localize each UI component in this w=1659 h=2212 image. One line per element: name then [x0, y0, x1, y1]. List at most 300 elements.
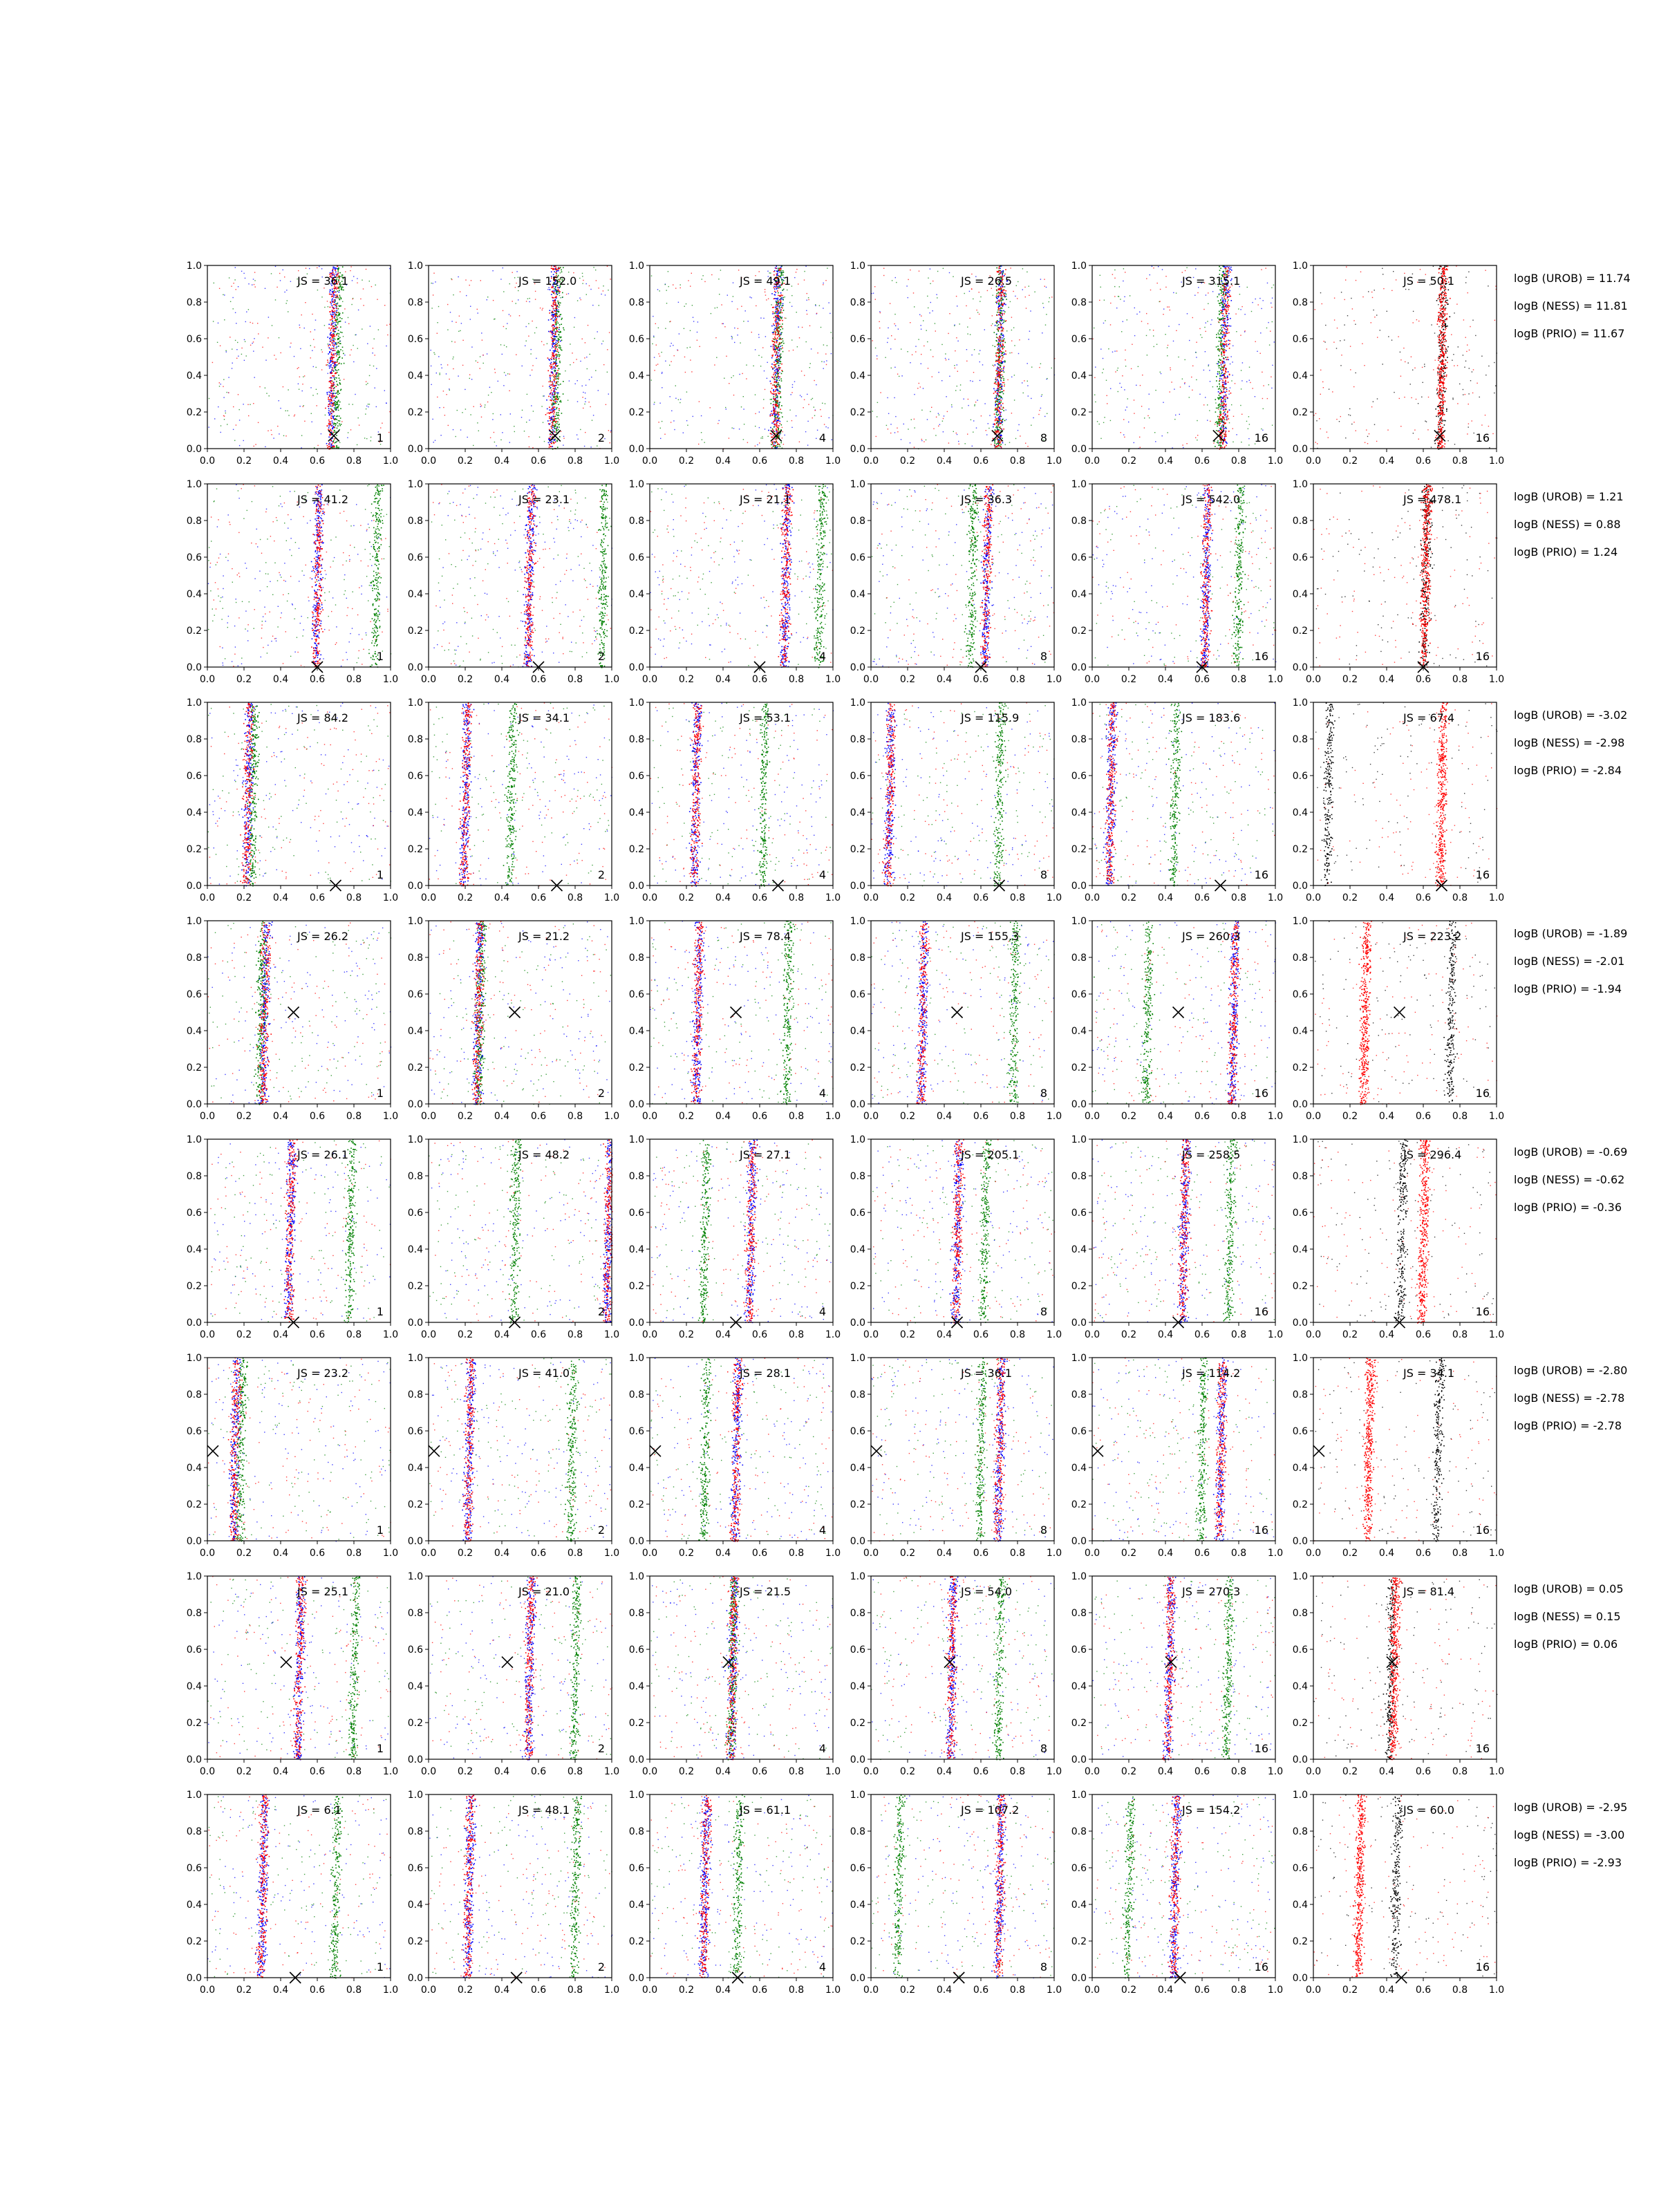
point	[329, 396, 330, 397]
point	[773, 307, 774, 308]
point	[554, 338, 556, 339]
y-tick-label: 1.0	[629, 261, 644, 272]
point	[808, 297, 809, 298]
point	[552, 417, 553, 418]
point	[782, 431, 783, 432]
point	[314, 346, 315, 347]
point	[276, 287, 277, 288]
point	[553, 362, 554, 363]
point	[998, 418, 1000, 420]
point	[812, 398, 813, 399]
point	[921, 440, 922, 441]
point	[1027, 363, 1028, 364]
point	[554, 355, 555, 357]
point	[330, 307, 331, 308]
point	[338, 420, 339, 422]
point	[554, 345, 556, 346]
point	[779, 330, 780, 332]
point	[257, 323, 258, 324]
point	[554, 297, 556, 299]
point	[1002, 371, 1003, 372]
point	[504, 345, 505, 346]
point	[763, 408, 764, 409]
point	[331, 377, 332, 379]
point	[776, 415, 777, 416]
point	[996, 303, 997, 304]
point	[561, 413, 563, 414]
point	[1002, 290, 1003, 291]
point	[1001, 351, 1002, 353]
point	[994, 440, 995, 441]
point	[997, 371, 999, 373]
point	[776, 430, 778, 431]
point	[558, 312, 559, 313]
point	[781, 332, 782, 333]
point	[997, 415, 998, 416]
point	[550, 418, 552, 419]
point	[1002, 299, 1004, 301]
point	[1000, 409, 1002, 410]
point	[1003, 352, 1004, 353]
point	[507, 373, 508, 374]
point	[1000, 366, 1002, 367]
point	[779, 368, 780, 370]
point	[1000, 308, 1002, 310]
point	[554, 411, 555, 412]
point	[551, 441, 552, 442]
point	[554, 329, 555, 330]
point	[774, 398, 775, 400]
point	[776, 342, 778, 344]
point	[826, 360, 827, 361]
point	[997, 337, 999, 339]
point	[515, 287, 516, 288]
point	[995, 346, 996, 348]
point	[556, 311, 558, 312]
point	[1000, 319, 1001, 320]
axes-frame	[429, 265, 612, 449]
point	[1000, 369, 1001, 371]
point	[557, 310, 559, 312]
point	[777, 355, 778, 357]
point	[380, 427, 381, 428]
point	[998, 309, 1000, 310]
point	[558, 338, 559, 339]
point	[911, 419, 912, 420]
point	[561, 349, 562, 350]
point	[298, 367, 299, 368]
point	[556, 428, 557, 429]
point	[254, 280, 255, 281]
panel-r1-c2	[408, 261, 619, 467]
point	[554, 334, 556, 335]
point	[780, 353, 782, 355]
point	[1002, 409, 1003, 410]
point	[776, 445, 777, 447]
point	[1049, 297, 1050, 298]
point	[521, 417, 522, 418]
point	[332, 344, 334, 346]
point	[545, 414, 547, 415]
point	[327, 364, 328, 365]
point	[548, 442, 550, 444]
point	[310, 345, 311, 346]
point	[330, 415, 332, 417]
point	[778, 405, 780, 406]
point	[333, 384, 335, 385]
point	[333, 355, 335, 356]
point	[547, 357, 549, 359]
point	[775, 292, 776, 293]
point	[556, 268, 557, 269]
point	[457, 410, 458, 411]
point	[741, 306, 742, 307]
point	[775, 439, 776, 440]
point	[333, 388, 335, 390]
point	[737, 308, 738, 309]
y-tick-label: 0.8	[408, 297, 423, 308]
point	[340, 326, 341, 328]
point	[437, 322, 438, 323]
point	[774, 379, 776, 380]
point	[690, 359, 691, 360]
point	[998, 368, 1000, 370]
point	[970, 334, 971, 335]
point	[999, 395, 1000, 397]
y-tick-label: 0.0	[408, 444, 423, 455]
point	[1004, 382, 1005, 384]
point	[1005, 269, 1006, 270]
point	[776, 265, 777, 267]
point	[510, 413, 511, 414]
point	[774, 396, 775, 397]
point	[552, 434, 553, 435]
point	[335, 310, 336, 312]
point	[554, 420, 555, 421]
point	[999, 377, 1000, 379]
point	[556, 432, 557, 433]
point	[316, 389, 317, 390]
point	[778, 300, 779, 301]
point	[776, 366, 777, 368]
point	[657, 289, 658, 290]
point	[556, 342, 557, 344]
point	[997, 298, 998, 299]
point	[774, 317, 775, 319]
point	[335, 297, 337, 298]
point	[771, 437, 772, 438]
point	[997, 373, 999, 374]
point	[791, 427, 792, 428]
point	[334, 447, 335, 448]
point	[480, 280, 481, 281]
point	[757, 444, 758, 445]
point	[552, 412, 553, 413]
point	[551, 362, 552, 364]
point	[998, 312, 1000, 313]
point	[995, 364, 996, 366]
point	[997, 402, 999, 403]
point	[1002, 438, 1003, 439]
point	[330, 311, 331, 312]
point	[332, 310, 333, 311]
point	[1003, 345, 1004, 346]
point	[332, 270, 334, 272]
point	[775, 386, 776, 388]
point	[551, 418, 552, 419]
point	[586, 283, 587, 284]
point	[796, 269, 797, 270]
point	[1000, 350, 1002, 352]
point	[563, 267, 564, 268]
point	[337, 271, 339, 272]
point	[558, 352, 559, 353]
point	[773, 333, 774, 335]
point	[241, 271, 242, 272]
point	[894, 314, 895, 315]
point	[554, 351, 555, 353]
point	[1022, 268, 1023, 269]
point	[231, 286, 232, 287]
point	[1000, 436, 1001, 438]
point	[336, 404, 337, 406]
point	[509, 283, 510, 284]
x-tick-label: 0.4	[273, 456, 288, 467]
point	[808, 299, 809, 300]
point	[1002, 323, 1004, 324]
point	[585, 385, 586, 386]
point	[775, 418, 776, 420]
point	[327, 445, 328, 447]
point	[329, 352, 330, 353]
point	[331, 385, 332, 386]
point	[779, 418, 780, 419]
point	[552, 341, 553, 342]
point	[659, 403, 660, 404]
point	[335, 397, 337, 399]
point	[330, 325, 332, 326]
point	[781, 413, 782, 414]
point	[335, 315, 336, 317]
y-tick-label: 0.6	[850, 334, 865, 345]
point	[690, 330, 691, 331]
point	[995, 391, 997, 393]
point	[779, 272, 780, 273]
point	[553, 368, 554, 369]
point	[1003, 393, 1004, 395]
point	[330, 372, 331, 373]
point	[447, 364, 448, 365]
point	[559, 436, 561, 438]
point	[554, 266, 556, 268]
point	[772, 307, 774, 308]
point	[328, 406, 330, 407]
point	[556, 324, 557, 326]
point	[778, 407, 780, 409]
point	[556, 272, 557, 274]
point	[336, 348, 337, 349]
point	[544, 395, 545, 396]
point	[549, 312, 550, 314]
point	[336, 288, 337, 290]
point	[992, 365, 993, 366]
point	[503, 291, 504, 292]
point	[224, 294, 225, 295]
point	[1006, 294, 1007, 295]
point	[779, 412, 780, 413]
point	[330, 377, 331, 379]
point	[791, 306, 792, 307]
point	[332, 363, 334, 364]
point	[284, 276, 285, 277]
point	[697, 321, 698, 322]
point	[1004, 297, 1006, 298]
point	[340, 349, 341, 350]
point	[329, 442, 330, 444]
point	[335, 350, 336, 351]
point	[1003, 335, 1004, 336]
point	[556, 441, 558, 442]
point	[559, 268, 560, 269]
point	[559, 368, 560, 369]
point	[999, 301, 1000, 302]
point	[554, 302, 556, 303]
point	[995, 427, 997, 429]
point	[332, 291, 333, 292]
point	[776, 424, 778, 426]
point	[553, 355, 554, 356]
point	[1004, 320, 1005, 321]
point	[339, 377, 340, 379]
point	[553, 315, 554, 316]
point	[328, 328, 330, 329]
point	[1004, 354, 1005, 355]
point	[332, 427, 333, 428]
point	[336, 353, 337, 355]
y-tick-label: 0.8	[629, 297, 644, 308]
point	[554, 409, 555, 410]
point	[997, 424, 999, 426]
point	[309, 268, 310, 269]
point	[1001, 368, 1002, 370]
point	[776, 319, 777, 321]
point	[774, 431, 776, 433]
point	[338, 357, 339, 359]
point	[335, 324, 336, 326]
point	[449, 390, 450, 391]
point	[551, 268, 552, 269]
point	[997, 379, 998, 380]
point	[1002, 306, 1004, 307]
point	[914, 306, 915, 307]
point	[334, 431, 335, 433]
point	[1046, 287, 1047, 288]
point	[1005, 304, 1006, 306]
point	[551, 294, 552, 295]
point	[271, 273, 272, 274]
point	[552, 329, 554, 330]
y-tick-label: 0.4	[187, 371, 202, 382]
point	[1043, 307, 1044, 308]
point	[550, 377, 551, 379]
point	[552, 429, 554, 431]
point	[779, 402, 780, 403]
point	[557, 355, 559, 356]
point	[333, 424, 335, 425]
point	[235, 267, 236, 268]
point	[1000, 342, 1002, 344]
point	[339, 306, 340, 307]
point	[660, 428, 661, 429]
point	[776, 382, 777, 383]
point	[774, 408, 775, 409]
point	[776, 418, 778, 419]
point	[550, 397, 552, 398]
point	[770, 427, 771, 429]
point	[290, 343, 291, 344]
point	[775, 395, 776, 397]
y-tick-label: 0.8	[850, 297, 865, 308]
point	[776, 402, 777, 404]
point	[778, 446, 779, 447]
point	[780, 442, 782, 444]
point	[462, 365, 463, 366]
point	[778, 301, 780, 303]
point	[996, 446, 997, 447]
point	[974, 405, 975, 406]
point	[777, 413, 778, 414]
point	[810, 363, 811, 364]
point	[554, 366, 555, 368]
point	[674, 355, 675, 356]
point	[998, 444, 1000, 445]
js-label: JS = 26.5	[960, 274, 1012, 288]
point	[778, 306, 780, 308]
point	[734, 342, 735, 343]
point	[921, 410, 922, 411]
point	[966, 349, 967, 350]
point	[326, 443, 328, 444]
point	[699, 401, 700, 402]
point	[248, 309, 249, 310]
point	[332, 301, 334, 302]
point	[714, 364, 715, 365]
point	[336, 446, 337, 447]
point	[388, 432, 389, 433]
point	[558, 418, 559, 419]
point	[772, 437, 774, 438]
point	[776, 390, 777, 391]
point	[704, 281, 705, 282]
point	[997, 405, 999, 406]
point	[332, 267, 334, 268]
point	[780, 363, 781, 364]
point	[984, 329, 985, 330]
point	[773, 389, 774, 391]
point	[337, 317, 338, 318]
point	[1002, 353, 1003, 354]
point	[336, 334, 337, 335]
point	[780, 268, 782, 270]
point	[949, 272, 950, 273]
point	[330, 366, 332, 368]
point	[776, 373, 777, 374]
point	[335, 442, 337, 443]
point	[1004, 313, 1005, 315]
point	[673, 420, 674, 421]
point	[337, 428, 338, 429]
point	[1010, 301, 1011, 302]
